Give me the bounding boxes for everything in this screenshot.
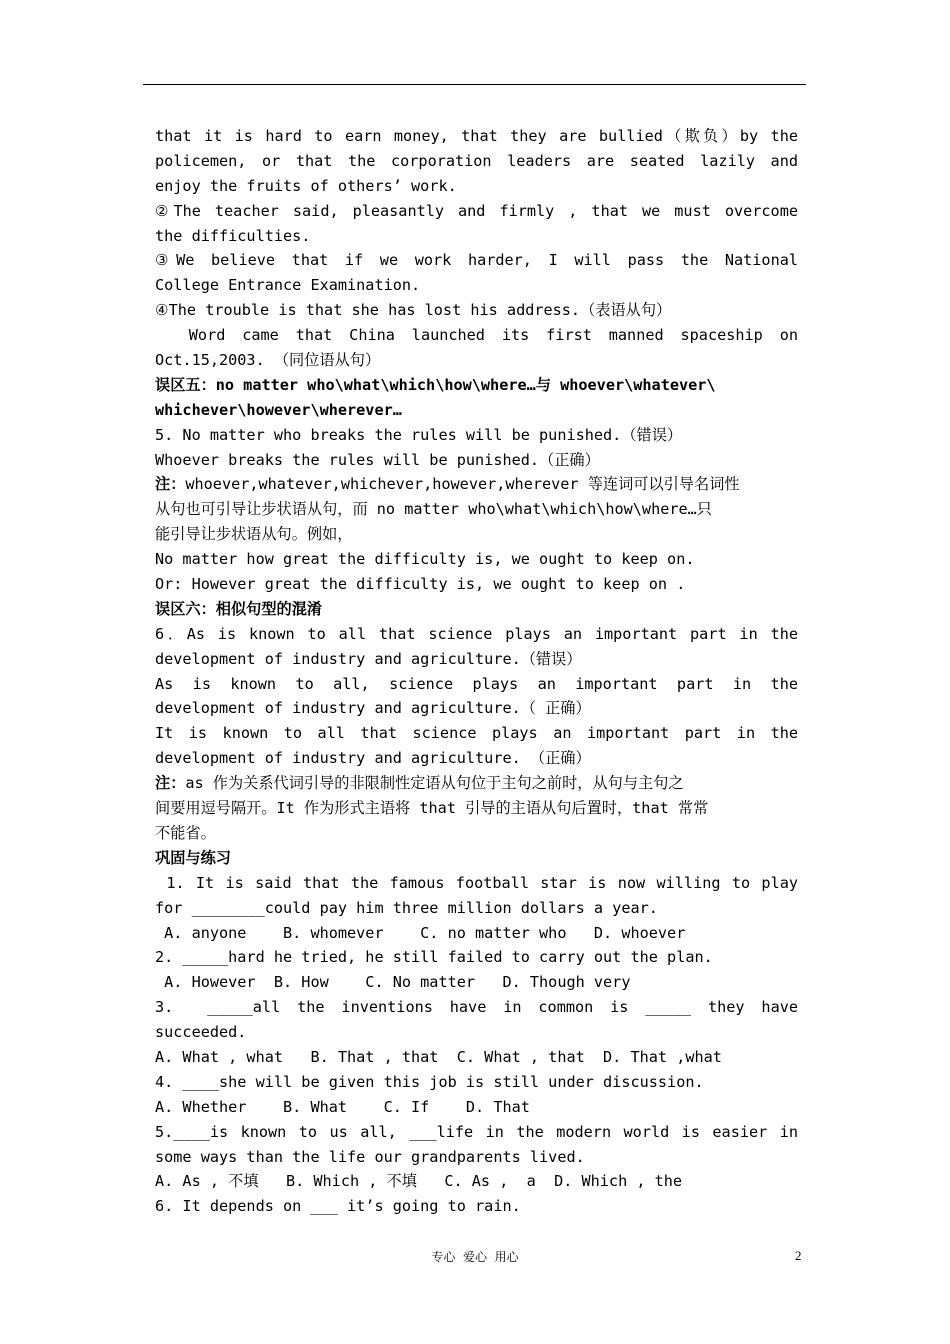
text-line: ②The teacher said, pleasantly and firmly , that we must overcome (155, 201, 798, 220)
text-line (155, 472, 798, 497)
text-line: 不能省。 (155, 823, 216, 842)
header-rule (143, 84, 806, 85)
text-line: ④The trouble is that she has lost his address.（表语从句） (155, 301, 672, 320)
text-line: A. Whether B. What C. If D. That (155, 1097, 530, 1116)
text-line: Whoever breaks the rules will be punished.（正确） (155, 450, 600, 469)
text-line: 6. It depends on ___ it’s going to rain. (155, 1197, 521, 1216)
text-line (155, 771, 798, 796)
footer-motto: 专心 爱心 用心 (431, 1250, 519, 1264)
text-line: As is known to all, science plays an important part in the (155, 674, 798, 693)
text-line: College Entrance Examination. (155, 276, 421, 295)
section-heading-line: 巩固与练习 (155, 848, 231, 867)
text-line: No matter how great the difficulty is, we ought to keep on. (155, 550, 695, 569)
text-line: the difficulties. (155, 226, 311, 245)
note-text: as 作为关系代词引导的非限制性定语从句位于主句之前时，从句与主句之 (185, 774, 684, 793)
text-line: Or: However great the difficulty is, we ought to keep on . (155, 575, 686, 594)
text-line: A. However B. How C. No matter D. Though very (155, 973, 631, 992)
note-text: whoever,whatever,whichever,however,wherever 等连词可以引导名词性 (185, 475, 740, 494)
text-line: 6．As is known to all that science plays an important part in the (155, 624, 798, 643)
text-line: ③We believe that if we work harder, I will pass the National (155, 251, 798, 270)
text-line: 间要用逗号隔开。It 作为形式主语将 that 引导的主语从句后置时，that 常常 (155, 799, 709, 818)
text-line: 4. ____she will be given this job is still under discussion. (155, 1072, 704, 1091)
text-line: development of industry and agriculture.（ 正确） (155, 699, 591, 718)
text-line: Word came that China launched its first manned spaceship on (155, 326, 798, 345)
text-line: development of industry and agriculture. （正确） (155, 749, 591, 768)
text-line: 从句也可引导让步状语从句，而 no matter who\what\which\how\where…只 (155, 500, 712, 519)
text-line: for ________could pay him three million dollars a year. (155, 898, 658, 917)
text-line: policemen, or that the corporation leaders are seated lazily and (155, 151, 798, 170)
text-line: 5. No matter who breaks the rules will be punished.（错误） (155, 425, 683, 444)
text-line: succeeded. (155, 1023, 247, 1042)
text-line: 2. _____hard he tried, he still failed to carry out the plan. (155, 948, 713, 967)
text-line: enjoy the fruits of others’ work. (155, 176, 457, 195)
page-number: 2 (795, 1248, 802, 1263)
section-heading-line: 误区六：相似句型的混淆 (155, 599, 323, 618)
text-line: 1. It is said that the famous football star is now willing to play (155, 873, 798, 892)
text-line: that it is hard to earn money, that they are bullied（欺负）by the (155, 127, 798, 145)
note-label: 注： (155, 774, 186, 793)
text-line: some ways than the life our grandparents lived. (155, 1147, 585, 1166)
text-line: A. anyone B. whomever C. no matter who D. whoever (155, 923, 686, 942)
section-heading-line: whichever\however\wherever… (155, 400, 402, 419)
section-heading-line: 误区五：no matter who\what\which\how\where…与 whoever\whatever\ (155, 375, 716, 394)
text-line: 5.____is known to us all, ___life in the modern world is easier in (155, 1122, 798, 1141)
text-line: A. What , what B. That , that C. What , that D. That ,what (155, 1047, 722, 1066)
text-line: 3. _____all the inventions have in common is _____ they have (155, 998, 798, 1017)
text-line: Oct.15,2003. （同位语从句） (155, 351, 381, 370)
text-line: It is known to all that science plays an important part in the (155, 724, 798, 743)
text-line: A. As , 不填 B. Which , 不填 C. As , a D. Which , the (155, 1172, 683, 1191)
text-line: development of industry and agriculture.（错误） (155, 649, 582, 668)
note-label: 注： (155, 475, 186, 494)
text-line: 能引导让步状语从句。例如， (155, 525, 353, 544)
page-body (155, 124, 798, 1219)
